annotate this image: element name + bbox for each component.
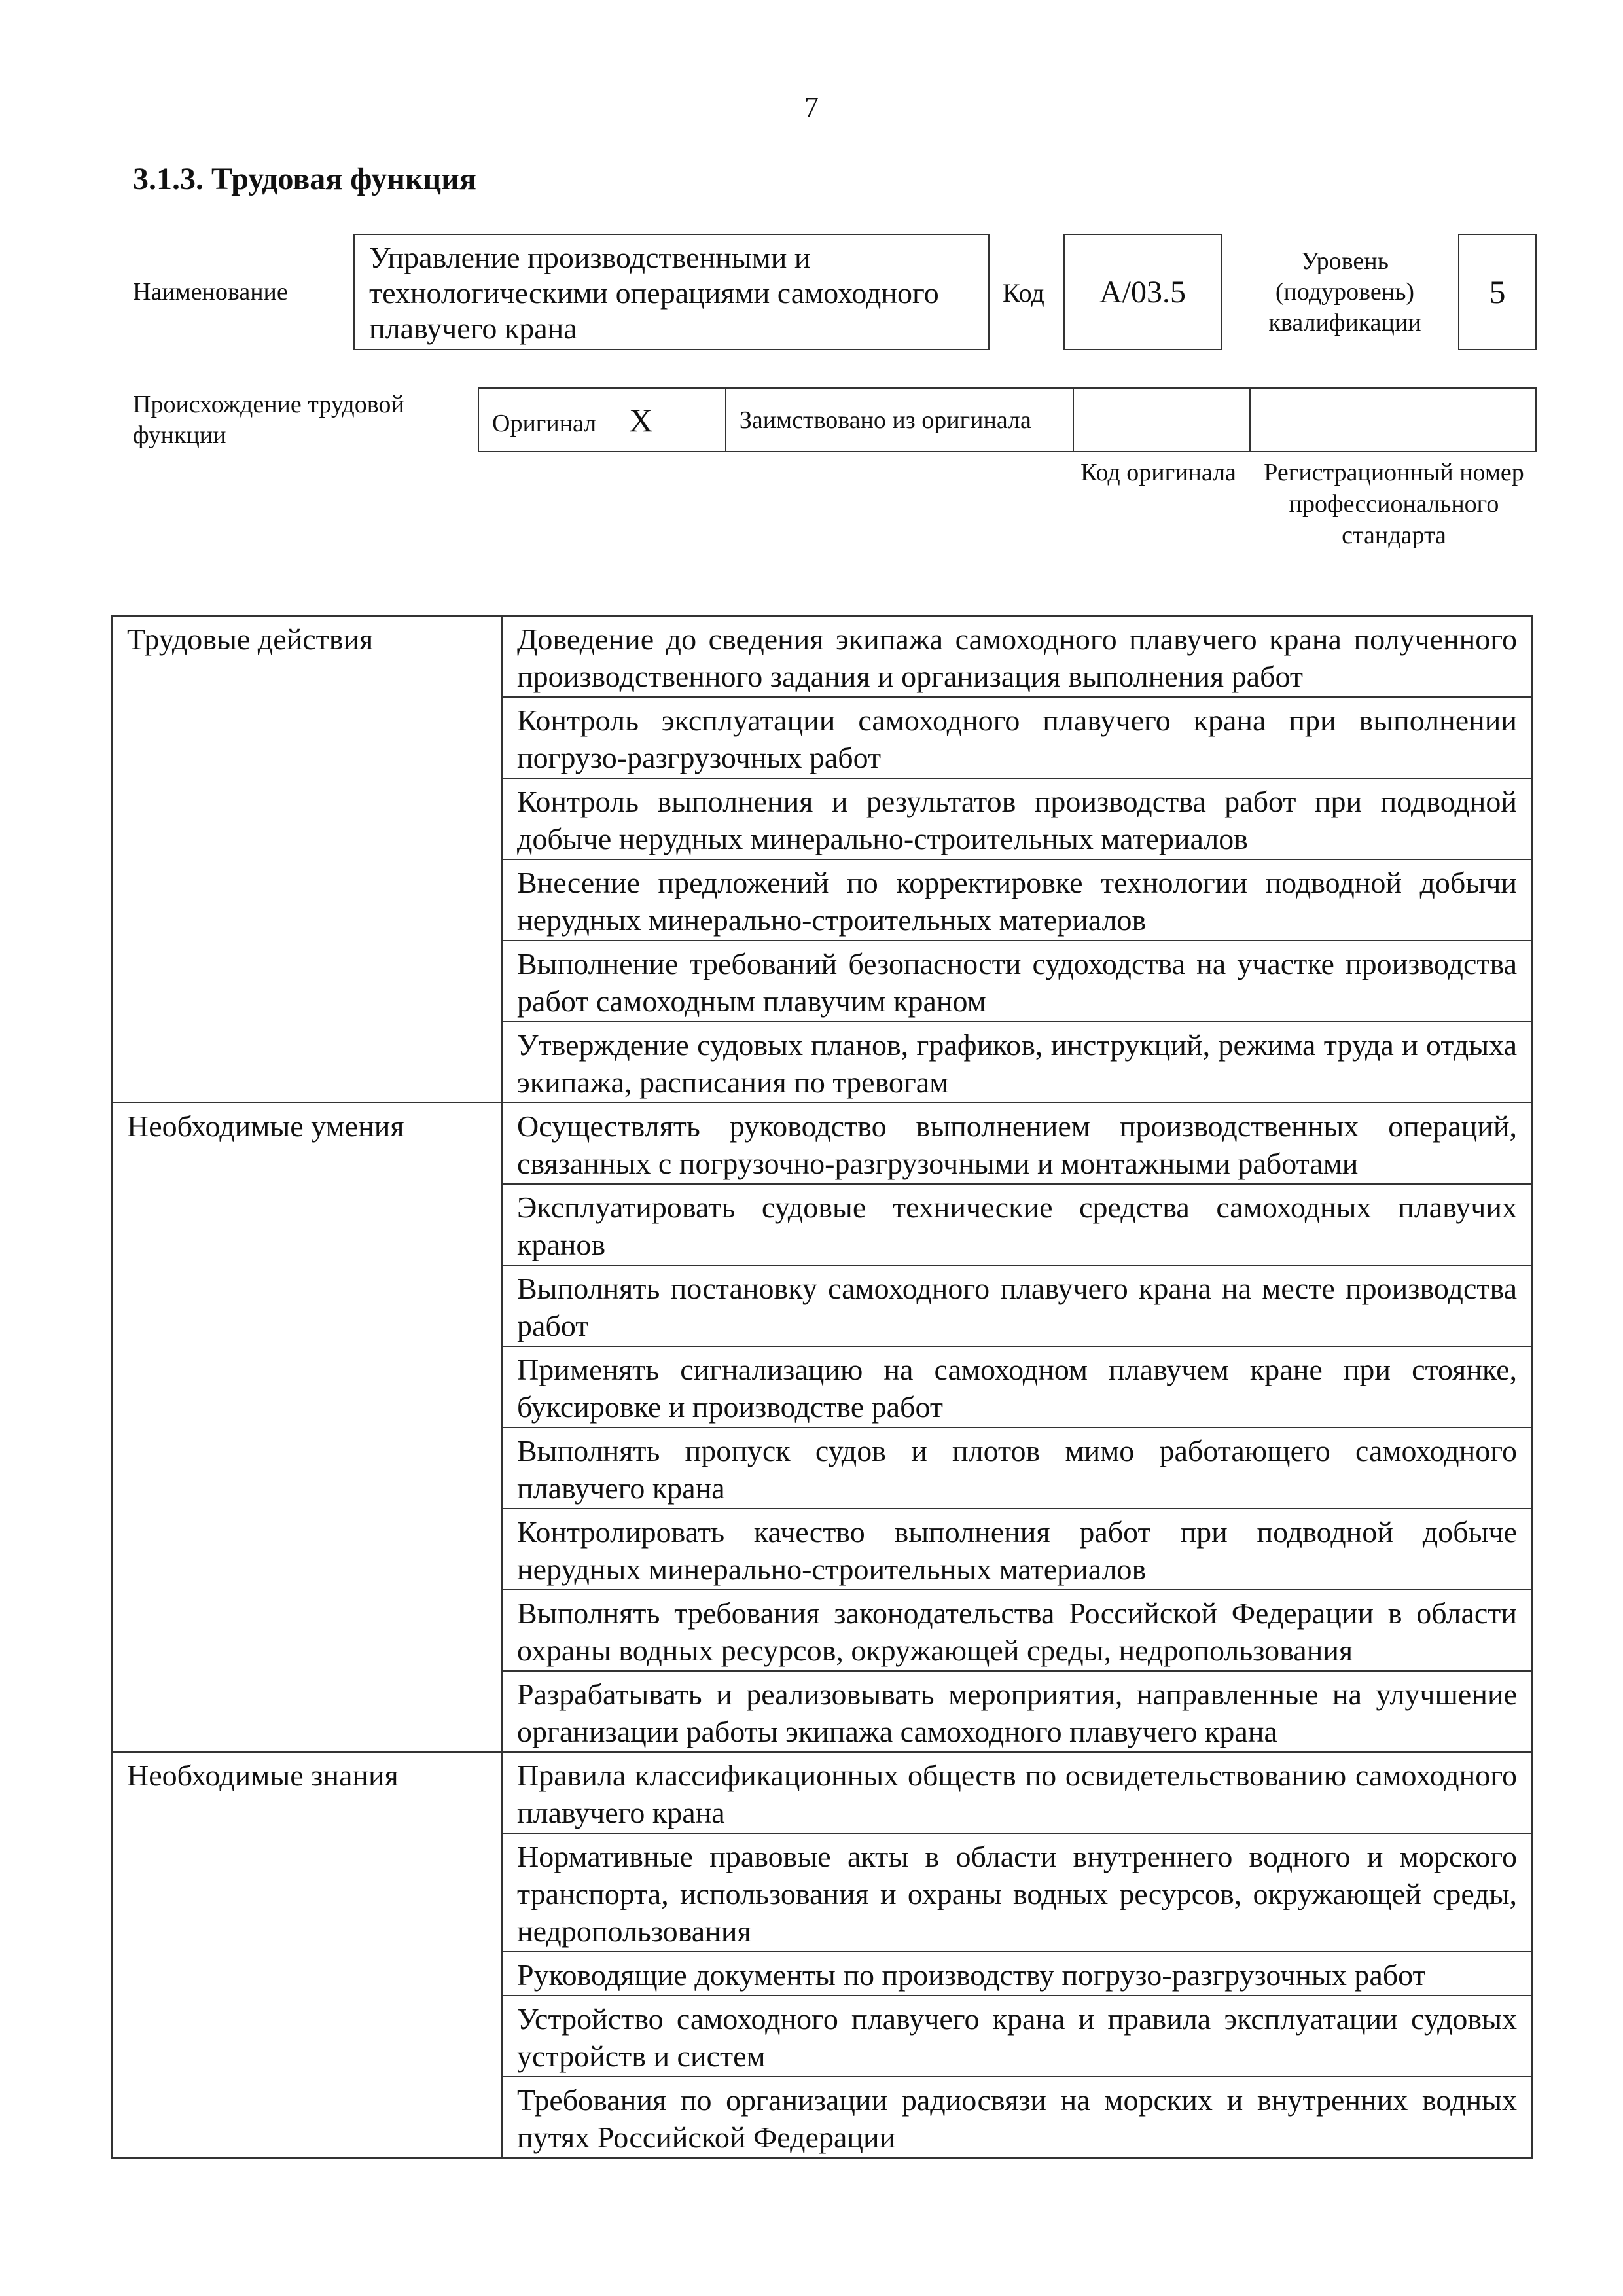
level-value: 5 — [1489, 274, 1506, 310]
table-row — [112, 616, 1532, 697]
registration-caption: Регистрационный номер профессионального стандарта — [1264, 459, 1524, 549]
requirement-item: Контролировать качество выполнения работ при подводной добыче нерудных минерально-строительных материалов — [502, 1509, 1532, 1590]
requirement-item: Правила классификационных обществ по освидетельствованию самоходного плавучего крана — [502, 1752, 1532, 1833]
original-mark: Х — [629, 401, 653, 439]
origin-table — [478, 387, 1537, 452]
origin-code-cell — [1073, 388, 1250, 452]
table-row — [112, 1103, 1532, 1184]
requirement-item: Эксплуатировать судовые технические средства самоходных плавучих кранов — [502, 1184, 1532, 1265]
page-number: 7 — [804, 91, 819, 123]
original-code-caption: Код оригинала — [1080, 459, 1236, 486]
section-title-cell: Необходимые знания — [112, 1752, 502, 2158]
requirement-item: Доведение до сведения экипажа самоходного плавучего крана полученного производственного задания и организация выполнения работ — [502, 616, 1532, 697]
requirement-item: Руководящие документы по производству погрузо-разгрузочных работ — [502, 1952, 1532, 1996]
section-title: 3.1.3. Трудовая функция — [133, 162, 476, 196]
level-label: Уровень (подуровень) квалификации — [1268, 247, 1421, 336]
section-title-cell: Трудовые действия — [112, 616, 502, 1103]
requirement-item: Выполнение требований безопасности судоходства на участке производства работ самоходным плавучим краном — [502, 941, 1532, 1022]
requirement-item: Контроль выполнения и результатов производства работ при подводной добыче нерудных минерально-строительных материалов — [502, 778, 1532, 859]
requirement-item: Утверждение судовых планов, графиков, инструкций, режима труда и отдыха экипажа, расписания по тревогам — [502, 1022, 1532, 1103]
requirement-item: Внесение предложений по корректировке технологии подводной добычи нерудных минерально-строительных материалов — [502, 859, 1532, 941]
section-title-cell: Необходимые умения — [112, 1103, 502, 1752]
requirement-item: Контроль эксплуатации самоходного плавучего крана при выполнении погрузо-разгрузочных работ — [502, 697, 1532, 778]
requirements-table — [111, 615, 1533, 2159]
origin-original-cell — [478, 388, 726, 452]
requirement-item: Нормативные правовые акты в области внутреннего водного и морского транспорта, использования и охраны водных ресурсов, окружающей среды, недропользования — [502, 1833, 1532, 1952]
table-row — [112, 1752, 1532, 1833]
origin-label: Происхождение трудовой функции — [133, 391, 404, 449]
name-value-box: Управление производственными и технологическими операциями самоходного плавучего крана — [353, 234, 990, 350]
requirement-item: Устройство самоходного плавучего крана и правила эксплуатации судовых устройств и систем — [502, 1996, 1532, 2077]
code-label: Код — [1003, 278, 1044, 308]
code-value: А/03.5 — [1099, 274, 1186, 310]
code-value-box — [1063, 234, 1222, 350]
requirement-item: Выполнять требования законодательства Российской Федерации в области охраны водных ресурсов, окружающей среды, недропользования — [502, 1590, 1532, 1671]
requirement-item: Применять сигнализацию на самоходном плавучем кране при стоянке, буксировке и производстве работ — [502, 1346, 1532, 1427]
requirement-item: Осуществлять руководство выполнением производственных операций, связанных с погрузочно-разгрузочными и монтажными работами — [502, 1103, 1532, 1184]
requirement-item: Разрабатывать и реализовывать мероприятия, направленные на улучшение организации работы экипажа самоходного плавучего крана — [502, 1671, 1532, 1752]
name-label: Наименование — [133, 278, 288, 306]
level-value-box — [1458, 234, 1537, 350]
requirement-item: Выполнять пропуск судов и плотов мимо работающего самоходного плавучего крана — [502, 1427, 1532, 1509]
requirement-item: Требования по организации радиосвязи на морских и внутренних водных путях Российской Федерации — [502, 2077, 1532, 2158]
origin-borrowed-cell: Заимствовано из оригинала — [726, 388, 1073, 452]
origin-registration-cell — [1250, 388, 1536, 452]
original-label: Оригинал — [492, 409, 597, 437]
requirement-item: Выполнять постановку самоходного плавучего крана на месте производства работ — [502, 1265, 1532, 1346]
